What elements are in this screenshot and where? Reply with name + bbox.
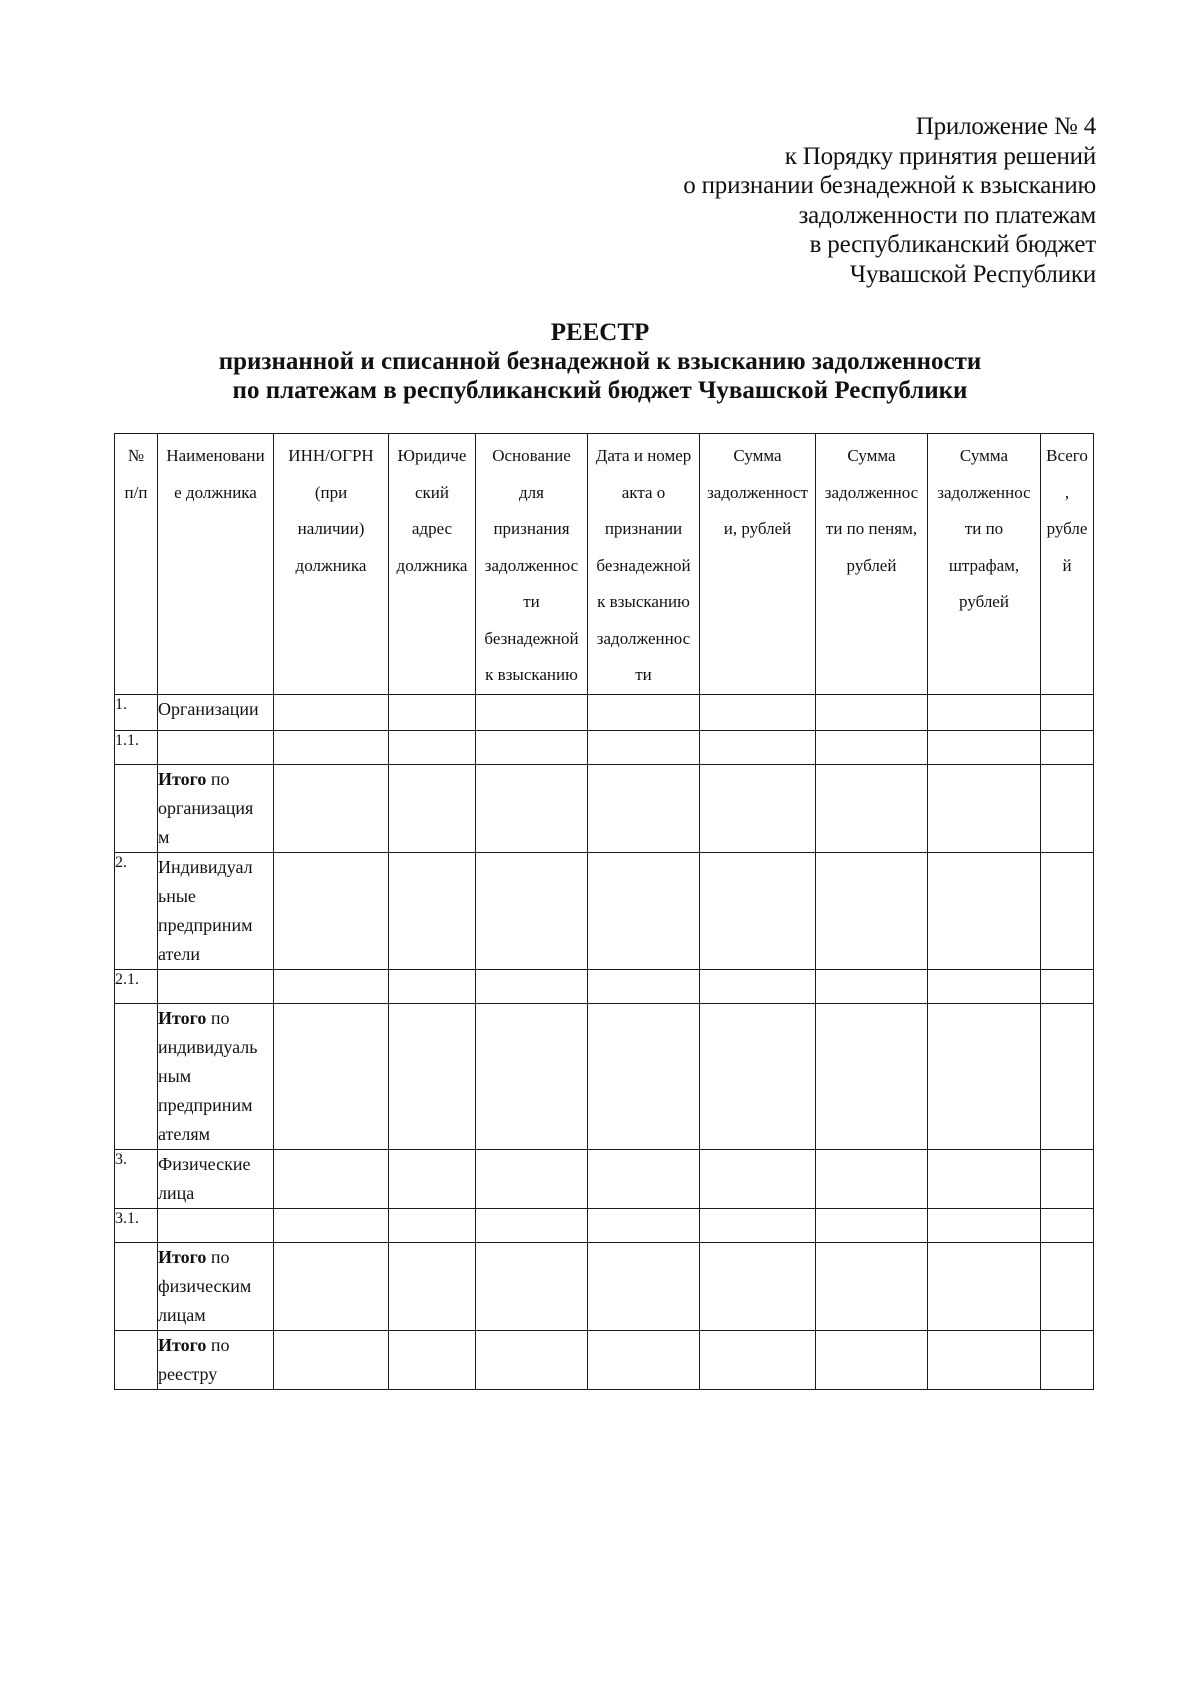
row-label-line <box>158 1272 273 1301</box>
empty-cell <box>1041 1150 1094 1209</box>
row-label-text: по <box>206 1335 230 1355</box>
header-line: е должника <box>174 482 257 502</box>
row-number <box>115 1004 158 1150</box>
empty-cell <box>928 1150 1041 1209</box>
header-line: безнадежной <box>596 555 691 575</box>
appendix-line: о признании безнадежной к взысканию <box>683 172 1096 199</box>
empty-cell <box>700 1209 816 1243</box>
empty-cell <box>389 695 476 731</box>
row-label-text: по <box>206 769 230 789</box>
header-line: Всего <box>1046 446 1088 465</box>
empty-cell <box>1041 853 1094 970</box>
row-label-line <box>158 882 273 911</box>
header-line: ти по пеням, <box>825 519 918 538</box>
header-fine-amount <box>928 434 1041 695</box>
row-label-bold: Итого <box>158 1247 207 1267</box>
header-line: штрафам, <box>948 555 1020 575</box>
empty-cell <box>816 970 928 1004</box>
table-row <box>115 1209 1094 1243</box>
empty-cell <box>1041 1331 1094 1390</box>
row-label-line <box>158 1360 273 1389</box>
row-label-line <box>158 823 273 852</box>
header-line: рублей <box>846 555 897 575</box>
empty-cell <box>389 1209 476 1243</box>
header-basis <box>476 434 588 695</box>
row-number <box>115 1243 158 1331</box>
header-debtor-name <box>158 434 274 695</box>
empty-cell <box>476 1331 588 1390</box>
empty-cell <box>1041 970 1094 1004</box>
empty-cell <box>274 765 389 853</box>
empty-cell <box>476 1004 588 1150</box>
row-label <box>158 1209 274 1243</box>
row-label-text: предприним <box>158 1095 253 1115</box>
appendix-line: к Порядку принятия решений <box>784 142 1096 170</box>
row-label-text: атели <box>158 944 200 964</box>
table-row <box>115 765 1094 853</box>
table-row <box>115 853 1094 970</box>
row-label-text: ным <box>158 1066 192 1086</box>
empty-cell <box>928 853 1041 970</box>
row-number: 2. <box>115 853 158 970</box>
row-label <box>158 1243 274 1331</box>
empty-cell <box>1041 765 1094 853</box>
header-line: ИНН/ОГРН <box>288 446 374 465</box>
empty-cell <box>274 970 389 1004</box>
empty-cell <box>476 731 588 765</box>
row-label <box>158 731 274 765</box>
row-label-text: Физические <box>158 1154 251 1174</box>
document-title <box>0 318 1200 405</box>
row-label-text: физическим <box>158 1276 252 1296</box>
row-label-bold: Итого <box>158 1008 207 1028</box>
header-line: (при <box>314 482 348 502</box>
empty-cell <box>700 695 816 731</box>
row-label-line <box>158 1120 273 1149</box>
header-act-date-number <box>588 434 700 695</box>
table-row <box>115 1150 1094 1209</box>
header-line: ти <box>523 592 540 611</box>
registry-table <box>114 433 1094 1390</box>
empty-cell <box>476 1243 588 1331</box>
empty-cell <box>928 1209 1041 1243</box>
header-line: ти <box>635 665 652 684</box>
header-line: Наименовани <box>166 446 265 465</box>
header-line: задолженнос <box>596 628 691 648</box>
row-label-line <box>158 1004 273 1033</box>
header-line: Сумма <box>847 446 896 465</box>
row-number: 1. <box>115 695 158 731</box>
empty-cell <box>928 765 1041 853</box>
appendix-line: Приложение № 4 <box>915 113 1096 140</box>
empty-cell <box>700 731 816 765</box>
empty-cell <box>700 1150 816 1209</box>
empty-cell <box>274 1331 389 1390</box>
row-number: 2.1. <box>115 970 158 1004</box>
row-label-text: ателям <box>158 1124 211 1144</box>
empty-cell <box>476 695 588 731</box>
empty-cell <box>928 695 1041 731</box>
header-line: № <box>127 446 145 465</box>
row-label-text: реестру <box>158 1364 218 1384</box>
header-legal-address <box>389 434 476 695</box>
empty-cell <box>389 765 476 853</box>
empty-cell <box>389 1004 476 1150</box>
empty-cell <box>274 1209 389 1243</box>
row-label <box>158 1150 274 1209</box>
table-header-row <box>115 434 1094 695</box>
row-label-line <box>158 695 273 724</box>
header-line: и, рублей <box>723 519 792 538</box>
empty-cell <box>588 853 700 970</box>
empty-cell <box>700 1004 816 1150</box>
row-label-line <box>158 1150 273 1179</box>
header-line: ский <box>415 482 449 502</box>
header-number <box>115 434 158 695</box>
row-label-line <box>158 911 273 940</box>
empty-cell <box>274 1150 389 1209</box>
row-label-line <box>158 853 273 882</box>
empty-cell <box>1041 1209 1094 1243</box>
row-label <box>158 1331 274 1390</box>
row-label-line <box>158 765 273 794</box>
row-label-line <box>158 1179 273 1208</box>
empty-cell <box>274 731 389 765</box>
header-line: й <box>1062 555 1072 575</box>
row-number: 3. <box>115 1150 158 1209</box>
appendix-line: Чувашской Республики <box>849 260 1096 288</box>
empty-cell <box>1041 1243 1094 1331</box>
row-label-line <box>158 940 273 969</box>
appendix-line: в республиканский бюджет <box>809 231 1096 258</box>
empty-cell <box>588 1150 700 1209</box>
header-line: Основание <box>492 446 571 465</box>
empty-cell <box>588 970 700 1004</box>
header-line: наличии) <box>297 519 365 538</box>
header-line: задолженнос <box>937 482 1031 502</box>
empty-cell <box>389 1150 476 1209</box>
table-row <box>115 1004 1094 1150</box>
empty-cell <box>476 853 588 970</box>
row-label-bold: Итого <box>158 1335 207 1355</box>
empty-cell <box>476 1150 588 1209</box>
empty-cell <box>588 765 700 853</box>
empty-cell <box>588 1331 700 1390</box>
empty-cell <box>389 853 476 970</box>
empty-cell <box>389 1331 476 1390</box>
header-line: к взысканию <box>485 665 578 684</box>
empty-cell <box>928 1004 1041 1150</box>
empty-cell <box>928 1331 1041 1390</box>
empty-cell <box>389 970 476 1004</box>
row-label-line <box>158 1331 273 1360</box>
empty-cell <box>274 1004 389 1150</box>
empty-cell <box>816 1209 928 1243</box>
empty-cell <box>476 765 588 853</box>
empty-cell <box>588 1243 700 1331</box>
empty-cell <box>274 853 389 970</box>
header-line: рубле <box>1046 519 1088 538</box>
table-row <box>115 1243 1094 1331</box>
row-label <box>158 853 274 970</box>
header-line: акта о <box>621 482 666 502</box>
empty-cell <box>816 765 928 853</box>
empty-cell <box>816 1243 928 1331</box>
empty-cell <box>1041 695 1094 731</box>
header-penalty-amount <box>816 434 928 695</box>
empty-cell <box>928 970 1041 1004</box>
appendix-note <box>683 112 1096 289</box>
header-line: для <box>519 482 544 502</box>
empty-cell <box>389 1243 476 1331</box>
empty-cell <box>816 695 928 731</box>
header-line: безнадежной <box>484 628 579 648</box>
empty-cell <box>816 1331 928 1390</box>
empty-cell <box>274 1243 389 1331</box>
empty-cell <box>588 1004 700 1150</box>
title-line-2: по платежам в республиканский бюджет Чувашской Республики <box>232 377 968 404</box>
header-line: к взысканию <box>597 592 690 611</box>
row-label-text: Организации <box>158 699 259 719</box>
header-line: Юридиче <box>397 446 467 465</box>
header-line: признании <box>604 519 683 538</box>
row-label-line <box>158 1243 273 1272</box>
empty-cell <box>700 765 816 853</box>
header-line: рублей <box>959 592 1009 611</box>
row-label-text: предприним <box>158 915 253 935</box>
row-number: 3.1. <box>115 1209 158 1243</box>
empty-cell <box>816 1150 928 1209</box>
empty-cell <box>588 1209 700 1243</box>
empty-cell <box>588 695 700 731</box>
header-line: задолженнос <box>484 555 579 575</box>
row-label-text: ьные <box>158 886 196 906</box>
table-row <box>115 1331 1094 1390</box>
row-label-text: индивидуаль <box>158 1037 258 1057</box>
title-main: РЕЕСТР <box>550 319 650 346</box>
header-line: признания <box>493 519 570 538</box>
row-number <box>115 765 158 853</box>
row-label <box>158 1004 274 1150</box>
row-label-line <box>158 1062 273 1091</box>
row-label <box>158 765 274 853</box>
header-line: задолженност <box>707 482 808 502</box>
table-row <box>115 970 1094 1004</box>
empty-cell <box>928 731 1041 765</box>
row-label-text: по <box>206 1247 230 1267</box>
row-label-text: лица <box>158 1183 195 1203</box>
row-label-bold: Итого <box>158 769 207 789</box>
row-label-text: м <box>158 827 170 847</box>
empty-cell <box>816 1004 928 1150</box>
empty-cell <box>274 695 389 731</box>
row-label-line <box>158 1033 273 1062</box>
row-label-line <box>158 1301 273 1330</box>
header-line: ти по <box>964 519 1004 538</box>
row-label-text: по <box>206 1008 230 1028</box>
empty-cell <box>928 1243 1041 1331</box>
appendix-line: задолженности по платежам <box>798 201 1096 229</box>
row-label-line <box>158 1091 273 1120</box>
row-label-line <box>158 794 273 823</box>
header-line: адрес <box>411 519 453 538</box>
header-line: Дата и номер <box>595 446 692 465</box>
header-total <box>1041 434 1094 695</box>
empty-cell <box>816 853 928 970</box>
empty-cell <box>700 1331 816 1390</box>
row-number: 1.1. <box>115 731 158 765</box>
empty-cell <box>476 1209 588 1243</box>
empty-cell <box>700 970 816 1004</box>
header-debt-amount <box>700 434 816 695</box>
empty-cell <box>1041 1004 1094 1150</box>
empty-cell <box>700 853 816 970</box>
empty-cell <box>1041 731 1094 765</box>
empty-cell <box>700 1243 816 1331</box>
empty-cell <box>588 731 700 765</box>
row-number <box>115 1331 158 1390</box>
header-line: Сумма <box>733 446 782 465</box>
header-inn-ogrn <box>274 434 389 695</box>
header-line: должника <box>295 555 367 575</box>
row-label <box>158 695 274 731</box>
empty-cell <box>389 731 476 765</box>
empty-cell <box>476 970 588 1004</box>
header-line: Сумма <box>959 446 1009 465</box>
table-row <box>115 695 1094 731</box>
table-body <box>115 695 1094 1390</box>
header-line: должника <box>396 555 468 575</box>
header-line: , <box>1064 482 1070 502</box>
row-label-text: Индивидуал <box>158 857 253 877</box>
row-label-text: лицам <box>158 1305 206 1325</box>
row-label <box>158 970 274 1004</box>
title-line-1: признанной и списанной безнадежной к взысканию задолженности <box>218 348 982 375</box>
empty-cell <box>816 731 928 765</box>
header-line: п/п <box>124 482 148 502</box>
header-line: задолженнос <box>824 482 919 502</box>
table-row <box>115 731 1094 765</box>
row-label-text: организация <box>158 798 254 818</box>
